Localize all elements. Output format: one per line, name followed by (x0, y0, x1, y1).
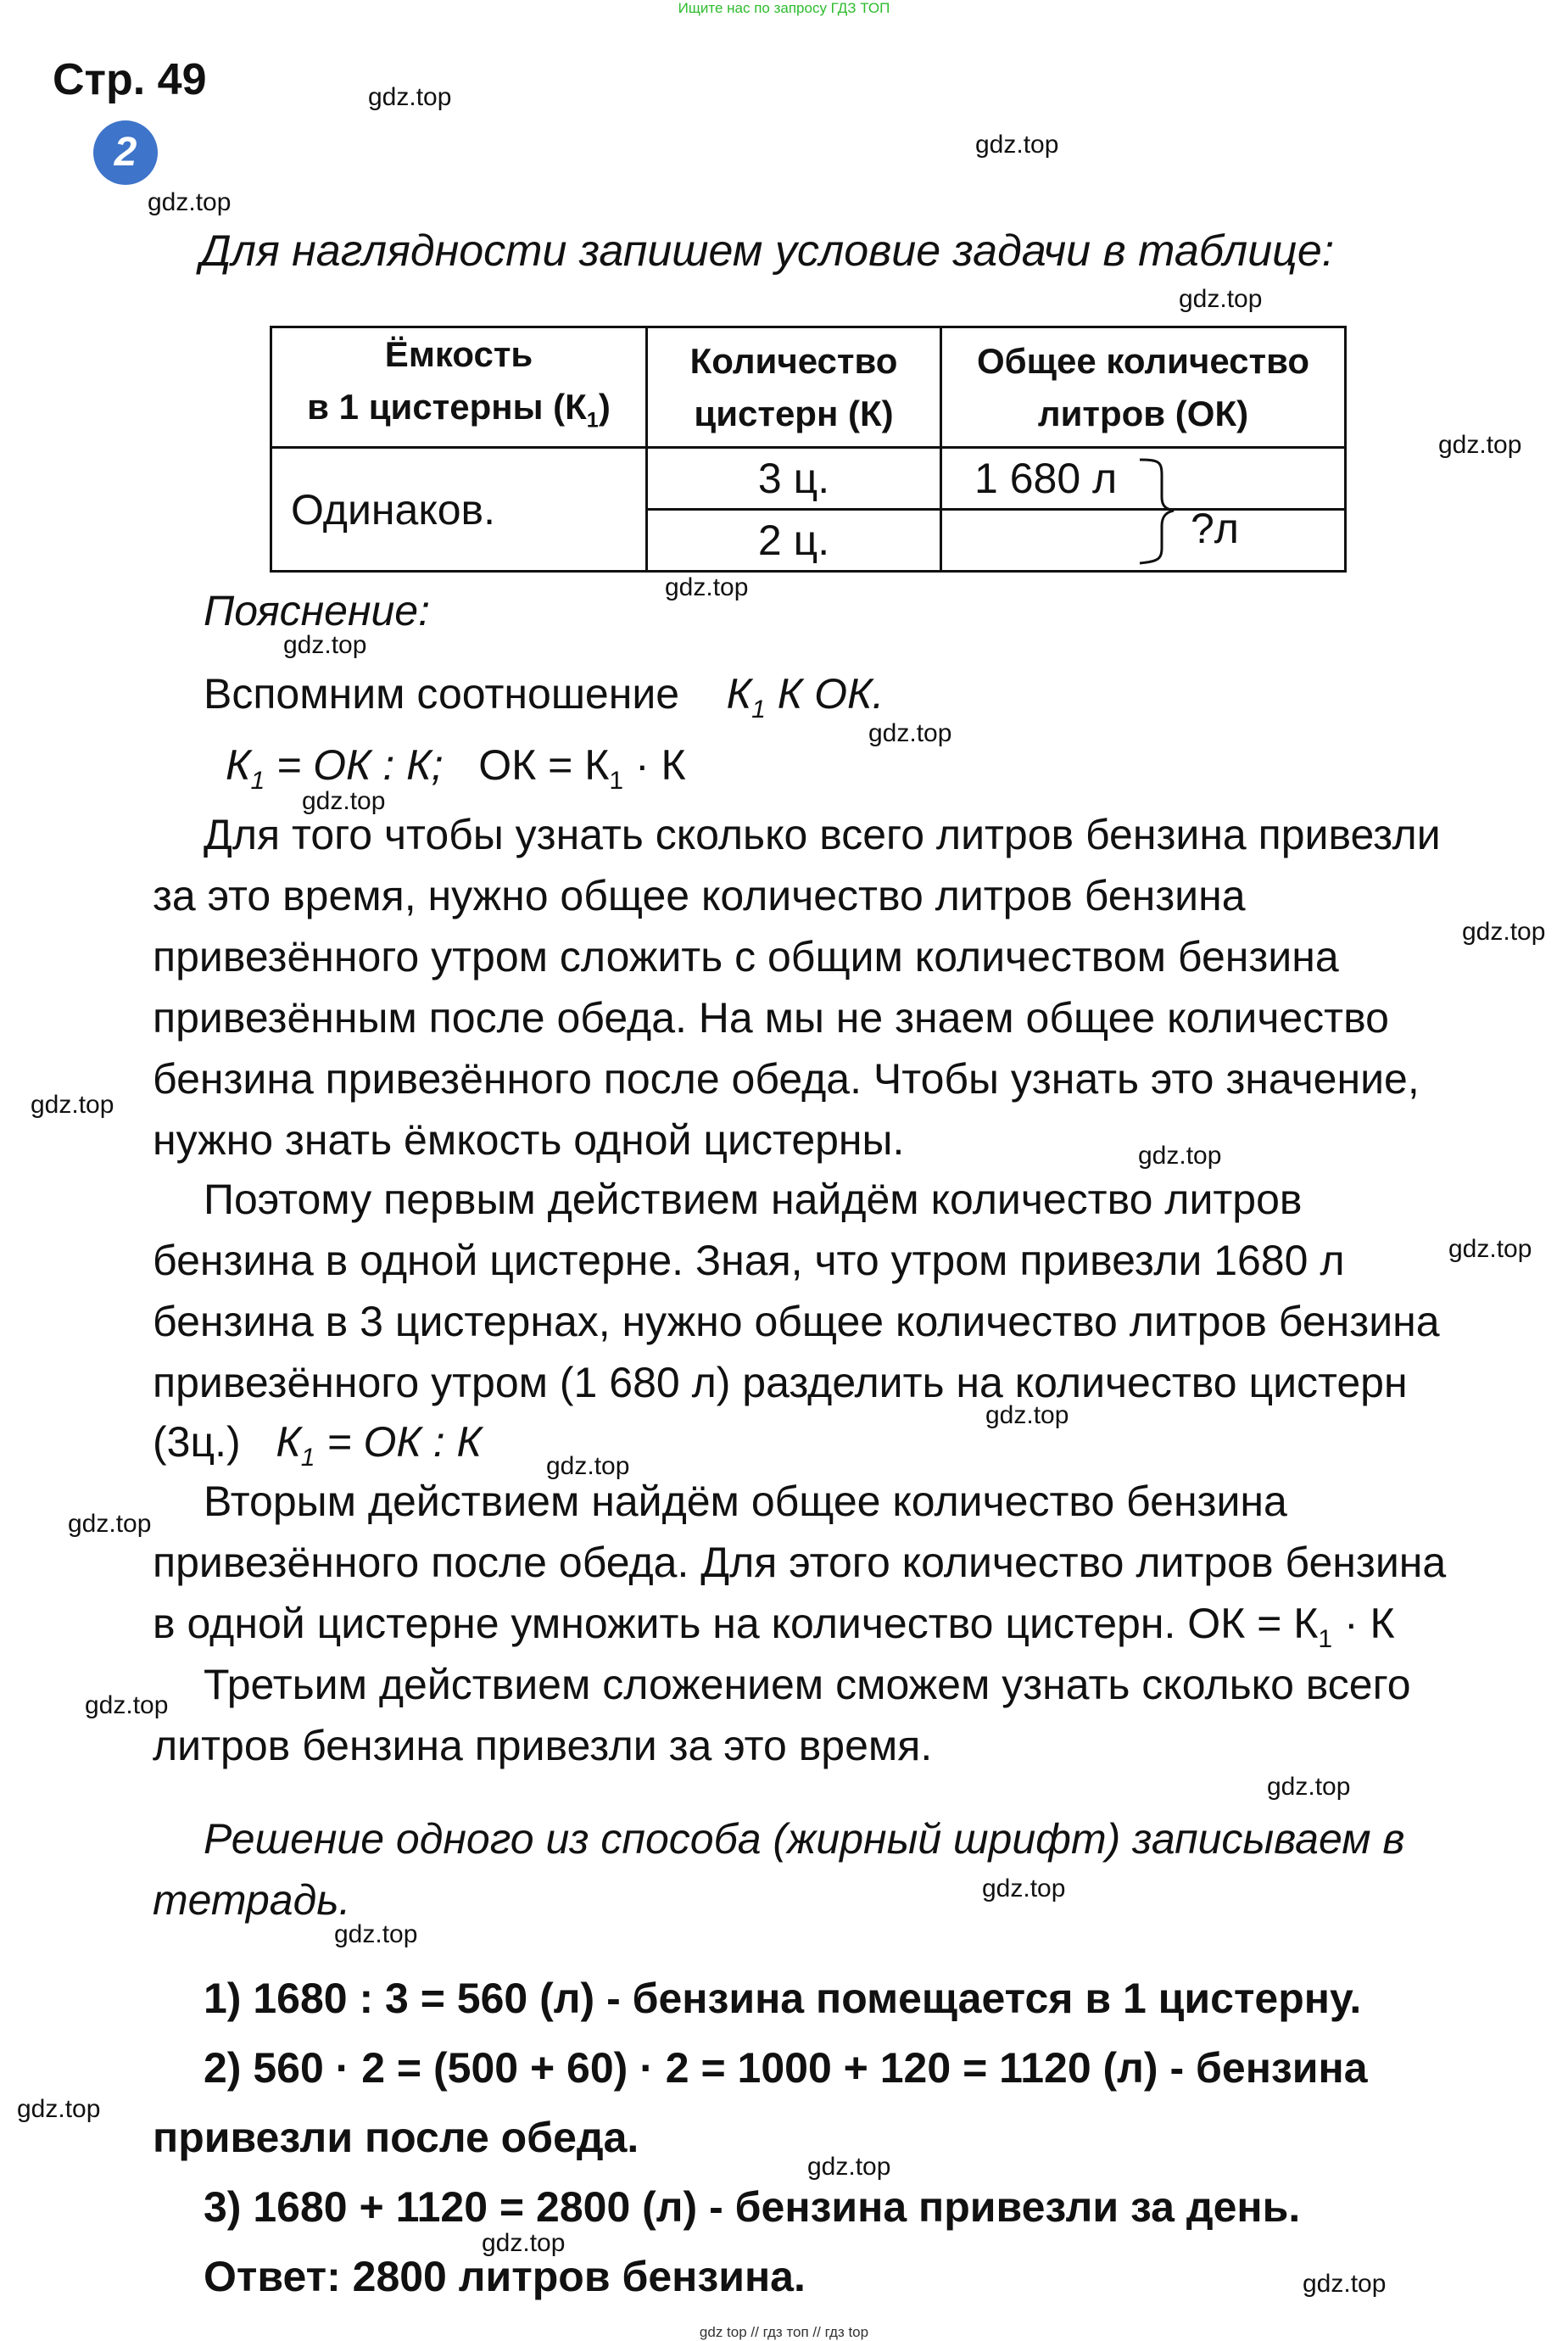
watermark: gdz.top (68, 1510, 152, 1538)
watermark: gdz.top (982, 1874, 1066, 1902)
paragraph-line: нужно знать ёмкость одной цистерны. (153, 1116, 905, 1164)
watermark: gdz.top (1462, 918, 1546, 946)
paragraph-line: бензина в 3 цистернах, нужно общее количество литров бензина (153, 1298, 1440, 1345)
total-cell: 1 680 л (941, 448, 1346, 510)
watermark: gdz.top (868, 719, 952, 747)
paragraph-sub: 1 (1318, 1625, 1333, 1653)
watermark: gdz.top (807, 2153, 891, 2181)
watermark: gdz.top (985, 1401, 1069, 1429)
formula1-sub: 1 (250, 767, 265, 795)
watermark: gdz.top (1448, 1235, 1532, 1263)
intro-text: Для наглядности запишем условие задачи в таблице: (200, 226, 1335, 276)
watermark: gdz.top (85, 1691, 169, 1719)
formula1-rest: = ОК : К; (265, 741, 444, 789)
header-total-line1: Общее количество (976, 340, 1310, 381)
watermark: gdz.top (1438, 431, 1522, 459)
paragraph-line: Третьим действием сложением сможем узнать сколько всего (204, 1661, 1411, 1708)
paragraph-line: бензина привезённого после обеда. Чтобы узнать это значение, (153, 1055, 1420, 1103)
relation-k: К (726, 670, 752, 718)
relation-text: Вспомним соотношение (204, 670, 680, 718)
unknown-total: ?л (1191, 505, 1239, 552)
paragraph-line: привезённым после обеда. На мы не знаем общее количество (153, 994, 1389, 1042)
header-total-line2: литров (ОК) (1037, 393, 1249, 433)
watermark: gdz.top (975, 131, 1059, 159)
formula2 (478, 741, 686, 795)
solution-note: Решение одного из способа (жирный шрифт) записываем в (204, 1815, 1405, 1863)
task-number-badge: 2 (93, 120, 158, 185)
watermark: gdz.top (31, 1091, 114, 1119)
header-count (647, 327, 941, 448)
inline-formula (276, 1418, 482, 1472)
relation-formula (726, 670, 884, 724)
header-capacity-line1: Ёмкость (384, 334, 533, 374)
explanation-heading: Пояснение: (204, 587, 430, 634)
formula-line (226, 735, 686, 812)
count-cell: 2 ц. (647, 510, 941, 572)
paragraph-line: бензина в одной цистерне. Зная, что утром привезли 1680 л (153, 1237, 1345, 1284)
solution-note: тетрадь. (153, 1876, 351, 1924)
paragraph-text: (3ц.) (153, 1418, 241, 1466)
paragraph-line: привезённого утром сложить с общим количеством бензина (153, 933, 1339, 981)
relation-rest: К ОК. (765, 670, 884, 718)
header-capacity-tail: ) (598, 387, 611, 427)
header-count-line1: Количество (689, 340, 898, 381)
watermark: gdz.top (17, 2095, 101, 2123)
header-count-line2: цистерн (К) (694, 393, 894, 433)
paragraph-line: за это время, нужно общее количество литров бензина (153, 872, 1246, 919)
watermark: gdz.top (1303, 2270, 1387, 2298)
inline-formula-sub: 1 (300, 1444, 315, 1472)
paragraph-line: привезённого после обеда. Для этого количество литров бензина (153, 1539, 1447, 1586)
paragraph-line: привезённого утром (1 680 л) разделить на количество цистерн (153, 1359, 1408, 1406)
watermark: gdz.top (546, 1452, 630, 1480)
watermark: gdz.top (302, 787, 386, 815)
solution-step-1: 1) 1680 : 3 = 560 (л) - бензина помещается в 1 цистерну. (204, 1975, 1362, 2022)
formula2-sub: 1 (609, 767, 624, 795)
paragraph-line: Поэтому первым действием найдём количество литров (204, 1176, 1303, 1223)
header-capacity (271, 327, 647, 448)
inline-formula-k: К (276, 1418, 301, 1466)
answer: Ответ: 2800 литров бензина. (204, 2253, 806, 2300)
footer-links: gdz top // гдз топ // гдз top (699, 2324, 869, 2340)
paragraph-line: литров бензина привезли за это время. (153, 1722, 933, 1769)
paragraph-text: в одной цистерне умножить на количество цистерн. ОК = К (153, 1600, 1319, 1647)
curly-bracket-icon (1136, 456, 1187, 567)
watermark: gdz.top (368, 83, 452, 111)
inline-formula-rest: = ОК : К (315, 1418, 482, 1466)
capacity-cell: Одинаков. (271, 448, 647, 572)
header-capacity-text: в 1 цистерны (К (307, 387, 587, 427)
relation-sub: 1 (751, 696, 766, 724)
watermark: gdz.top (1267, 1773, 1351, 1801)
page-title: Стр. 49 (53, 55, 207, 104)
paragraph-text-tail: · К (1332, 1600, 1395, 1647)
header-capacity-sub: 1 (586, 408, 599, 433)
table-header-row (271, 327, 1346, 448)
top-banner: Ищите нас по запросу ГДЗ ТОП (678, 0, 890, 16)
solution-step-2: 2) 560 · 2 = (500 + 60) · 2 = 1000 + 120 = 1120 (л) - бензина (204, 2044, 1368, 2092)
formula1-k: К (226, 741, 251, 789)
watermark: gdz.top (482, 2229, 566, 2257)
watermark: gdz.top (334, 1920, 418, 1948)
relation-line (204, 663, 884, 740)
header-total (941, 327, 1346, 448)
watermark: gdz.top (283, 631, 367, 659)
formula2-b: · К (623, 741, 686, 789)
watermark: gdz.top (148, 188, 232, 216)
formula2-a: ОК = К (478, 741, 610, 789)
watermark: gdz.top (1138, 1142, 1222, 1170)
solution-step-2-cont: привезли после обеда. (153, 2114, 639, 2161)
watermark: gdz.top (665, 573, 749, 601)
header-capacity-line2 (272, 381, 645, 446)
solution-step-3: 3) 1680 + 1120 = 2800 (л) - бензина привезли за день. (204, 2183, 1301, 2231)
paragraph-line: Для того чтобы узнать сколько всего литров бензина привезли (204, 811, 1441, 858)
formula1 (226, 741, 444, 795)
paragraph-line: Вторым действием найдём общее количество бензина (204, 1478, 1287, 1525)
watermark: gdz.top (1179, 285, 1263, 313)
count-cell: 3 ц. (647, 448, 941, 510)
